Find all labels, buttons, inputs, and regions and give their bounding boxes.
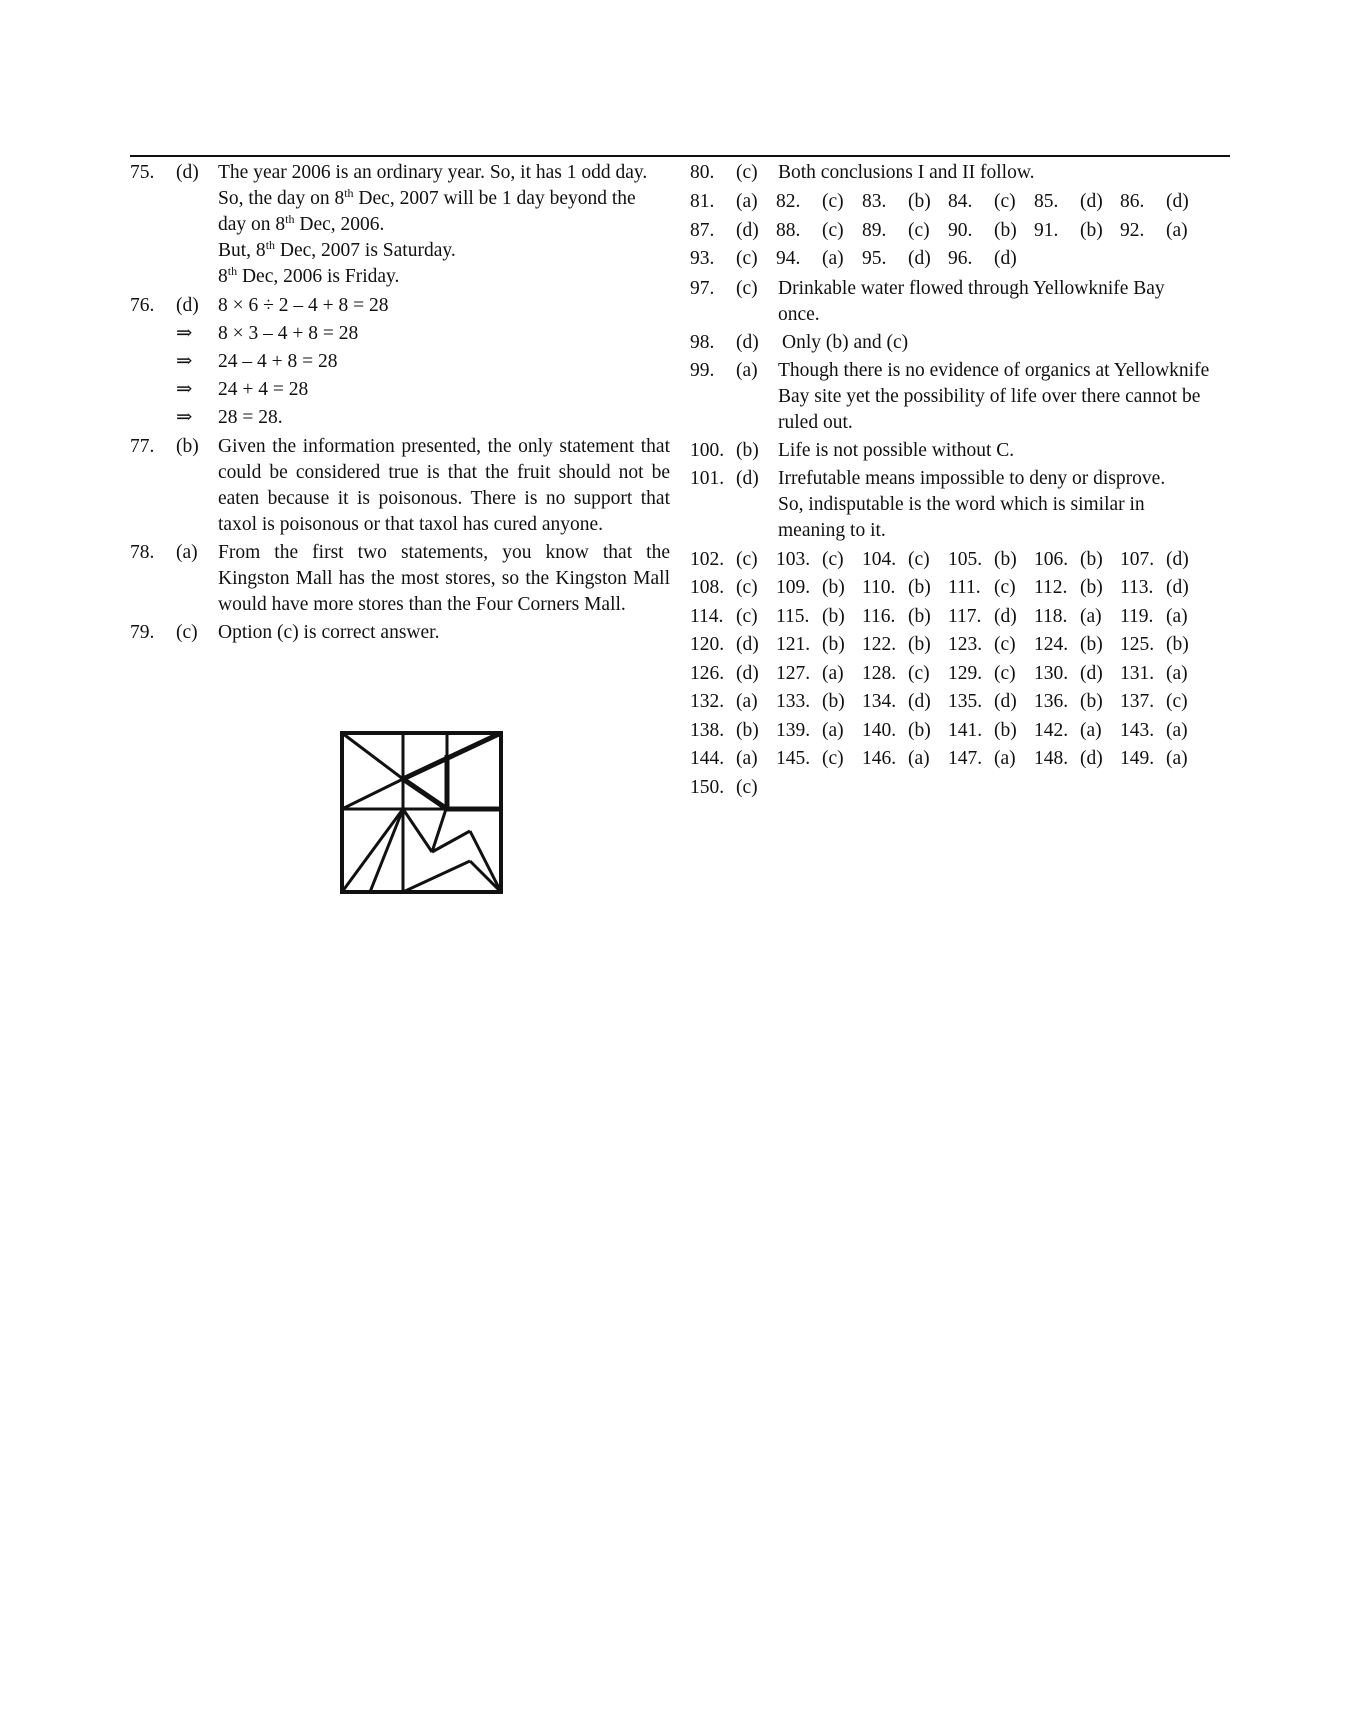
question-number: 121. xyxy=(776,634,811,655)
answer-option: (c) xyxy=(736,605,758,627)
question-number: 114. xyxy=(690,605,724,627)
answer-option: (d) xyxy=(1080,191,1103,212)
answer-cell xyxy=(948,217,1034,246)
answer-79 xyxy=(130,620,670,646)
answer-cell xyxy=(776,188,862,217)
answer-cell xyxy=(690,245,776,274)
answer-cell xyxy=(776,717,862,746)
answer-option: (a) xyxy=(1080,719,1102,741)
question-number: 142. xyxy=(1034,719,1069,741)
answer-cell xyxy=(1034,574,1120,603)
answer-cell xyxy=(1120,188,1206,217)
answer-cell xyxy=(690,188,776,217)
answer-cell xyxy=(1120,603,1206,632)
answer-grid-102-150 xyxy=(690,546,1235,803)
explanation: Life is not possible without C. xyxy=(778,439,1015,461)
answer-option: (c) xyxy=(908,662,930,684)
question-number: 98. xyxy=(690,331,715,353)
answer-option: (b) xyxy=(908,719,931,741)
answer-option: (a) xyxy=(822,662,844,684)
explanation: Irrefutable means impossible to deny or disprove. So, indisputable is the word which is similar in meaning to it. xyxy=(778,467,1166,541)
answer-option: (a) xyxy=(994,748,1016,769)
question-number: 83. xyxy=(862,191,887,212)
question-number: 129. xyxy=(948,662,983,684)
answer-cell xyxy=(862,688,948,717)
answer-option: (d) xyxy=(176,162,199,183)
answer-option: (b) xyxy=(908,634,931,655)
answer-cell xyxy=(948,660,1034,689)
question-number: 116. xyxy=(862,605,896,627)
answer-option: (b) xyxy=(822,691,845,712)
answer-97 xyxy=(690,276,1235,328)
question-number: 109. xyxy=(776,577,811,598)
answer-figure-grid-icon xyxy=(340,731,503,894)
question-number: 78. xyxy=(130,542,155,563)
answer-option: (d) xyxy=(994,605,1017,627)
question-number: 94. xyxy=(776,248,801,269)
answer-option: (b) xyxy=(1166,634,1189,655)
answer-cell xyxy=(1120,688,1206,717)
answer-option: (b) xyxy=(822,605,845,627)
explanation-line: The year 2006 is an ordinary year. So, it has 1 odd day. xyxy=(218,162,648,183)
explanation: Given the information presented, the only statement that could be considered true is that the fruit should not be eaten because it is poisonous. There is no support that taxol is poisonous or that taxol has cured anyone. xyxy=(218,436,670,535)
answer-option: (b) xyxy=(1080,548,1103,570)
question-number: 136. xyxy=(1034,691,1069,712)
question-number: 90. xyxy=(948,219,973,241)
question-number: 100. xyxy=(690,439,725,461)
answer-cell xyxy=(862,574,948,603)
question-number: 131. xyxy=(1120,662,1155,684)
answer-cell xyxy=(776,603,862,632)
answer-option: (c) xyxy=(822,219,844,241)
question-number: 85. xyxy=(1034,191,1059,212)
implies-arrow-icon: ⇒ xyxy=(176,379,193,400)
answer-option: (c) xyxy=(736,548,758,570)
question-number: 149. xyxy=(1120,748,1155,769)
explanation xyxy=(218,160,670,290)
answer-option: (c) xyxy=(908,219,930,241)
answer-cell xyxy=(862,546,948,575)
answer-cell xyxy=(690,717,776,746)
question-number: 117. xyxy=(948,605,982,627)
answer-option: (c) xyxy=(994,662,1016,684)
question-number: 135. xyxy=(948,691,983,712)
equation-line xyxy=(130,376,670,404)
answer-option: (c) xyxy=(736,577,758,598)
question-number: 92. xyxy=(1120,219,1145,241)
answer-cell xyxy=(690,688,776,717)
answer-option: (c) xyxy=(908,548,930,570)
answer-option: (a) xyxy=(1166,662,1188,684)
answer-option: (a) xyxy=(736,191,758,212)
answer-option: (d) xyxy=(908,691,931,712)
question-number: 113. xyxy=(1120,577,1154,598)
answer-cell xyxy=(1034,745,1120,774)
answer-80 xyxy=(690,160,1235,186)
implies-arrow-icon: ⇒ xyxy=(176,351,193,372)
question-number: 119. xyxy=(1120,605,1154,627)
answer-cell xyxy=(862,245,948,274)
question-number: 122. xyxy=(862,634,897,655)
question-number: 127. xyxy=(776,662,811,684)
right-column xyxy=(690,160,1235,802)
answer-option: (c) xyxy=(994,634,1016,655)
question-number: 81. xyxy=(690,191,715,212)
explanation: Only (b) and (c) xyxy=(782,331,909,353)
question-number: 147. xyxy=(948,748,983,769)
question-number: 77. xyxy=(130,436,155,457)
equation-line xyxy=(130,292,670,320)
explanation: Though there is no evidence of organics at Yellowknife Bay site yet the possibility of life over there cannot be ruled out. xyxy=(778,359,1210,433)
answer-cell xyxy=(948,717,1034,746)
answer-option: (b) xyxy=(994,219,1017,241)
answer-100 xyxy=(690,438,1235,464)
answer-option: (b) xyxy=(994,548,1017,570)
question-number: 76. xyxy=(130,295,155,316)
answer-option: (b) xyxy=(1080,577,1103,598)
explanation-line: 8th Dec, 2006 is Friday. xyxy=(218,264,400,287)
answer-cell xyxy=(948,188,1034,217)
answer-cell xyxy=(776,688,862,717)
question-number: 132. xyxy=(690,691,725,712)
answer-option: (a) xyxy=(822,719,844,741)
answer-cell xyxy=(1034,546,1120,575)
answer-option: (b) xyxy=(1080,634,1103,655)
explanation-line: day on 8th Dec, 2006. xyxy=(218,212,385,235)
answer-99 xyxy=(690,358,1235,436)
question-number: 108. xyxy=(690,577,725,598)
answer-option: (d) xyxy=(994,248,1017,269)
answer-cell xyxy=(776,660,862,689)
answer-option: (d) xyxy=(1166,577,1189,598)
question-number: 112. xyxy=(1034,577,1068,598)
answer-cell xyxy=(1034,717,1120,746)
explanation: Both conclusions I and II follow. xyxy=(778,162,1035,183)
equation-line xyxy=(130,404,670,432)
answer-cell xyxy=(1120,717,1206,746)
answer-cell xyxy=(1120,546,1206,575)
answer-cell xyxy=(862,631,948,660)
answer-cell xyxy=(948,546,1034,575)
answer-cell xyxy=(948,603,1034,632)
answer-cell xyxy=(776,245,862,274)
equation-step: 8 × 3 – 4 + 8 = 28 xyxy=(218,323,359,344)
answer-option: (a) xyxy=(1166,219,1188,241)
answer-option: (c) xyxy=(736,162,758,183)
answer-option: (d) xyxy=(1080,662,1103,684)
implies-arrow-icon: ⇒ xyxy=(176,407,193,428)
question-number: 88. xyxy=(776,219,801,241)
question-number: 144. xyxy=(690,748,725,769)
answer-option: (d) xyxy=(1080,748,1103,769)
answer-cell xyxy=(1120,631,1206,660)
answer-cell xyxy=(690,603,776,632)
answer-cell xyxy=(1034,631,1120,660)
answer-option: (c) xyxy=(736,248,758,269)
answer-option: (d) xyxy=(736,331,759,353)
answer-cell xyxy=(862,603,948,632)
answer-grid-81-96 xyxy=(690,188,1235,274)
answer-option: (b) xyxy=(176,436,199,457)
question-number: 111. xyxy=(948,577,981,598)
question-number: 124. xyxy=(1034,634,1069,655)
question-number: 140. xyxy=(862,719,897,741)
answer-76 xyxy=(130,292,670,432)
answer-cell xyxy=(948,631,1034,660)
question-number: 130. xyxy=(1034,662,1069,684)
answer-option: (d) xyxy=(736,662,759,684)
answer-77 xyxy=(130,434,670,538)
answer-option: (d) xyxy=(994,691,1017,712)
question-number: 118. xyxy=(1034,605,1068,627)
question-number: 93. xyxy=(690,248,715,269)
question-number: 141. xyxy=(948,719,983,741)
question-number: 75. xyxy=(130,162,155,183)
answer-option: (b) xyxy=(908,191,931,212)
answer-option: (d) xyxy=(736,219,759,241)
question-number: 139. xyxy=(776,719,811,741)
question-number: 137. xyxy=(1120,691,1155,712)
question-number: 104. xyxy=(862,548,897,570)
answer-option: (c) xyxy=(994,191,1016,212)
answer-option: (a) xyxy=(736,748,758,769)
answer-cell xyxy=(1034,217,1120,246)
answer-75 xyxy=(130,160,670,290)
question-number: 120. xyxy=(690,634,725,655)
answer-option: (b) xyxy=(1080,691,1103,712)
question-number: 106. xyxy=(1034,548,1069,570)
answer-option: (c) xyxy=(736,277,758,299)
answer-option: (d) xyxy=(1166,548,1189,570)
answer-option: (b) xyxy=(736,719,759,741)
answer-cell xyxy=(776,574,862,603)
implies-arrow-icon: ⇒ xyxy=(176,323,193,344)
answer-option: (d) xyxy=(736,634,759,655)
answer-cell xyxy=(690,574,776,603)
explanation: Option (c) is correct answer. xyxy=(218,622,440,643)
question-number: 105. xyxy=(948,548,983,570)
answer-cell xyxy=(1034,688,1120,717)
answer-option: (a) xyxy=(736,359,758,381)
answer-option: (a) xyxy=(1166,605,1188,627)
answer-cell xyxy=(776,631,862,660)
answer-cell xyxy=(1120,217,1206,246)
question-number: 128. xyxy=(862,662,897,684)
answer-cell xyxy=(690,546,776,575)
question-number: 97. xyxy=(690,277,715,299)
answer-cell xyxy=(862,217,948,246)
answer-option: (a) xyxy=(736,691,758,712)
answer-cell xyxy=(690,774,776,803)
answer-cell xyxy=(1034,603,1120,632)
question-number: 146. xyxy=(862,748,897,769)
answer-cell xyxy=(776,217,862,246)
question-number: 99. xyxy=(690,359,715,381)
answer-cell xyxy=(1034,188,1120,217)
question-number: 80. xyxy=(690,162,715,183)
answer-option: (c) xyxy=(822,748,844,769)
answer-option: (c) xyxy=(994,577,1016,598)
question-number: 125. xyxy=(1120,634,1155,655)
answer-option: (b) xyxy=(908,605,931,627)
answer-option: (c) xyxy=(736,776,758,798)
question-number: 133. xyxy=(776,691,811,712)
answer-cell xyxy=(1120,574,1206,603)
question-number: 82. xyxy=(776,191,801,212)
answer-option: (a) xyxy=(822,248,844,269)
answer-78 xyxy=(130,540,670,618)
question-number: 89. xyxy=(862,219,887,241)
question-number: 84. xyxy=(948,191,973,212)
question-number: 87. xyxy=(690,219,715,241)
answer-option: (b) xyxy=(822,577,845,598)
question-number: 126. xyxy=(690,662,725,684)
question-number: 102. xyxy=(690,548,725,570)
equation-step: 8 × 6 ÷ 2 – 4 + 8 = 28 xyxy=(218,295,389,316)
question-number: 138. xyxy=(690,719,725,741)
answer-option: (b) xyxy=(736,439,759,461)
equation-step: 24 – 4 + 8 = 28 xyxy=(218,351,338,372)
answer-option: (a) xyxy=(1166,719,1188,741)
question-number: 103. xyxy=(776,548,811,570)
answer-option: (c) xyxy=(176,622,198,643)
answer-option: (d) xyxy=(736,467,759,489)
answer-option: (a) xyxy=(1080,605,1102,627)
question-number: 86. xyxy=(1120,191,1145,212)
answer-option: (b) xyxy=(908,577,931,598)
answer-cell xyxy=(690,217,776,246)
question-number: 110. xyxy=(862,577,896,598)
left-column xyxy=(130,160,670,648)
question-number: 143. xyxy=(1120,719,1155,741)
answer-option: (b) xyxy=(994,719,1017,741)
question-number: 123. xyxy=(948,634,983,655)
question-number: 145. xyxy=(776,748,811,769)
answer-cell xyxy=(948,688,1034,717)
question-number: 101. xyxy=(690,467,725,489)
answer-cell xyxy=(948,574,1034,603)
answer-cell xyxy=(1120,745,1206,774)
answer-cell xyxy=(948,245,1034,274)
answer-98 xyxy=(690,330,1235,356)
answer-cell xyxy=(1120,660,1206,689)
question-number: 107. xyxy=(1120,548,1155,570)
answer-101 xyxy=(690,466,1235,544)
answer-option: (d) xyxy=(176,295,199,316)
explanation: Drinkable water flowed through Yellowknife Bay once. xyxy=(778,277,1165,325)
answer-option: (a) xyxy=(1166,748,1188,769)
explanation-line: But, 8th Dec, 2007 is Saturday. xyxy=(218,238,456,261)
answer-option: (c) xyxy=(1166,691,1188,712)
answer-option: (b) xyxy=(1080,219,1103,241)
question-number: 115. xyxy=(776,605,810,627)
answer-option: (c) xyxy=(822,548,844,570)
answer-cell xyxy=(690,745,776,774)
answer-option: (c) xyxy=(822,191,844,212)
answer-cell xyxy=(1034,660,1120,689)
explanation-line: So, the day on 8th Dec, 2007 will be 1 day beyond the xyxy=(218,186,636,209)
explanation: From the first two statements, you know that the Kingston Mall has the most stores, so the Kingston Mall would have more stores than the Four Corners Mall. xyxy=(218,542,670,615)
equation-line xyxy=(130,320,670,348)
question-number: 91. xyxy=(1034,219,1059,241)
answer-cell xyxy=(862,188,948,217)
answer-option: (d) xyxy=(1166,191,1189,212)
answer-cell xyxy=(776,546,862,575)
answer-cell xyxy=(690,660,776,689)
answer-cell xyxy=(776,745,862,774)
question-number: 95. xyxy=(862,248,887,269)
equation-step: 28 = 28. xyxy=(218,407,283,428)
question-number: 79. xyxy=(130,622,155,643)
question-number: 148. xyxy=(1034,748,1069,769)
answer-option: (b) xyxy=(822,634,845,655)
answer-cell xyxy=(862,660,948,689)
answer-cell xyxy=(862,745,948,774)
answer-cell xyxy=(690,631,776,660)
answer-option: (d) xyxy=(908,248,931,269)
answer-cell xyxy=(862,717,948,746)
equation-line xyxy=(130,348,670,376)
equation-step: 24 + 4 = 28 xyxy=(218,379,309,400)
question-number: 134. xyxy=(862,691,897,712)
question-number: 150. xyxy=(690,776,725,798)
answer-cell xyxy=(948,745,1034,774)
answer-option: (a) xyxy=(176,542,198,563)
question-number: 96. xyxy=(948,248,973,269)
answer-option: (a) xyxy=(908,748,930,769)
top-rule xyxy=(130,155,1230,157)
